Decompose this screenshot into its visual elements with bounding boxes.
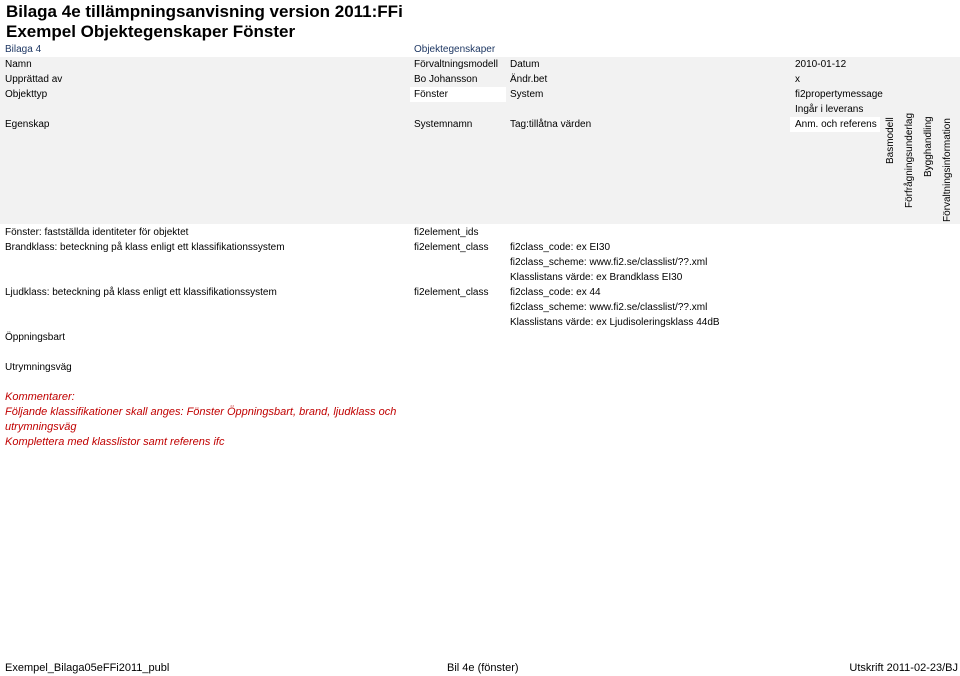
systemnamn-label: Systemnamn: [414, 119, 473, 130]
objektegenskaper-label: Objektegenskaper: [414, 44, 496, 55]
comments-heading: Kommentarer:: [5, 391, 75, 403]
comments-line3: Komplettera med klasslistor samt referens ifc: [5, 436, 225, 448]
row-brandklass-v3: Klasslistans värde: ex Brandklass EI30: [510, 272, 683, 283]
document-title-line2: Exempel Objektegenskaper Fönster: [6, 22, 296, 41]
row-ljudklass-v3: Klasslistans värde: ex Ljudisoleringsklass 44dB: [510, 317, 720, 328]
row-oppningsbart-label: Öppningsbart: [5, 332, 66, 343]
bilaga-label: Bilaga 4: [5, 44, 42, 55]
row-brandklass-label: Brandklass: beteckning på klass enligt ett klassifikationssystem: [5, 242, 285, 253]
row-utrymningsvag-label: Utrymningsväg: [5, 362, 72, 373]
row-ljudklass-v1: fi2class_code: ex 44: [510, 287, 601, 298]
andrbet-value: x: [795, 74, 800, 85]
row-ljudklass-v2: fi2class_scheme: www.fi2.se/classlist/??.xml: [510, 302, 708, 313]
header-row-upprattad: [0, 72, 960, 87]
upprattad-label: Upprättad av: [5, 74, 63, 85]
document-title-line1: Bilaga 4e tillämpningsanvisning version 2011:FFi: [6, 2, 403, 21]
system-value: fi2propertymessage: [795, 89, 883, 100]
upprattad-value: Bo Johansson: [414, 74, 478, 85]
footer-center: Bil 4e (fönster): [447, 662, 519, 674]
objekttyp-label: Objekttyp: [5, 89, 48, 100]
comments-line2: utrymningsväg: [5, 421, 77, 433]
namn-label: Namn: [5, 59, 32, 70]
row-fonster-sys: fi2element_ids: [414, 227, 479, 238]
row-ljudklass-label: Ljudklass: beteckning på klass enligt ett klassifikationssystem: [5, 287, 277, 298]
comments-line1: Följande klassifikationer skall anges: Fönster Öppningsbart, brand, ljudklass och: [5, 406, 397, 418]
row-brandklass-sys: fi2element_class: [414, 242, 489, 253]
anm-label: Anm. och referens: [795, 119, 877, 130]
vertical-bygghandling: Bygghandling: [923, 116, 934, 177]
datum-value: 2010-01-12: [795, 59, 847, 70]
datum-label: Datum: [510, 59, 540, 70]
system-label: System: [510, 89, 544, 100]
tag-label: Tag:tillåtna värden: [510, 119, 592, 130]
vertical-basmodell: Basmodell: [885, 117, 896, 164]
ingar-label: Ingår i leverans: [795, 104, 864, 115]
vertical-forfragningsunderlag: Förfrågningsunderlag: [904, 112, 915, 208]
andrbet-label: Ändr.bet: [510, 74, 548, 85]
row-ljudklass-sys: fi2element_class: [414, 287, 489, 298]
footer-right: Utskrift 2011-02-23/BJ: [849, 662, 958, 674]
row-brandklass-v2: fi2class_scheme: www.fi2.se/classlist/??.xml: [510, 257, 708, 268]
egenskap-label: Egenskap: [5, 119, 50, 130]
header-row-egenskap: [0, 117, 960, 224]
objekttyp-value: Fönster: [414, 89, 448, 100]
vertical-forvaltningsinformation: Förvaltningsinformation: [942, 118, 953, 222]
row-fonster-label: Fönster: fastställda identiteter för objektet: [5, 227, 189, 238]
footer-left: Exempel_Bilaga05eFFi2011_publ: [5, 662, 170, 674]
row-brandklass-v1: fi2class_code: ex EI30: [510, 242, 611, 253]
namn-value: Förvaltningsmodell: [414, 59, 498, 70]
